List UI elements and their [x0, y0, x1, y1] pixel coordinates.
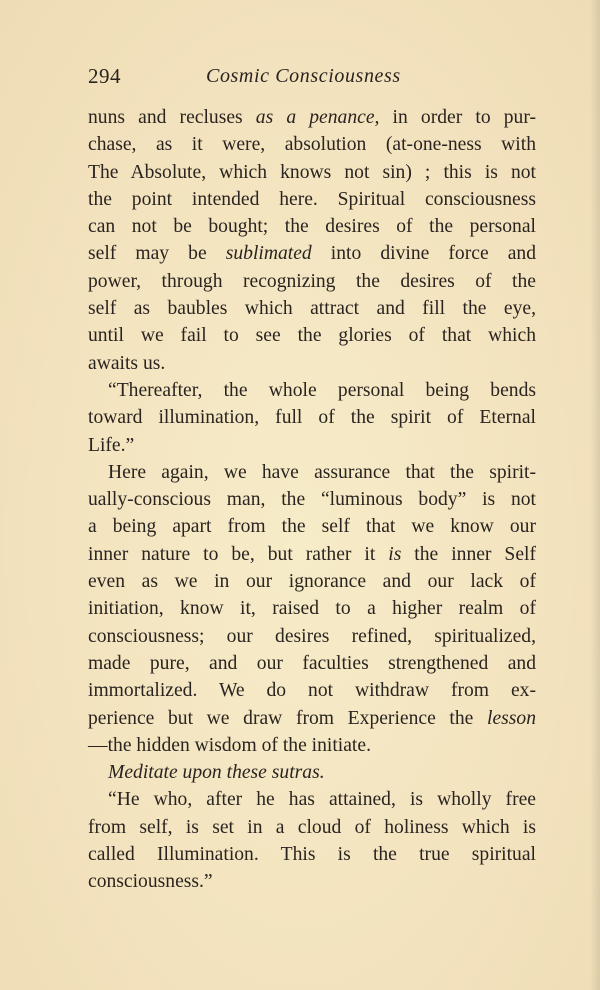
text-line: Here again, we have assurance that the spirit- — [108, 461, 536, 483]
text-line: Life.” — [88, 434, 135, 456]
text-line: from self, is set in a cloud of holiness which is — [88, 816, 536, 838]
running-head — [88, 62, 536, 90]
text-run: nuns and recluses — [88, 107, 256, 128]
text-line: —the hidden wisdom of the initiate. — [88, 734, 371, 756]
text-line: made pure, and our faculties strengthened and — [88, 652, 536, 674]
text-run: in order to pur- — [379, 107, 536, 128]
italic-run: is — [388, 543, 402, 565]
text-line: the point intended here. Spiritual consciousness — [88, 188, 536, 210]
text-line: power, through recognizing the desires of the — [88, 270, 536, 292]
text-line — [88, 104, 536, 131]
text-line — [88, 705, 536, 732]
body-text — [88, 104, 536, 896]
page-edge-shadow — [590, 0, 600, 990]
text-line: toward illumination, full of the spirit of Eternal — [88, 407, 536, 429]
text-line: even as we in our ignorance and our lack of — [88, 571, 536, 593]
italic-run: lesson — [487, 707, 536, 729]
page-number: 294 — [88, 64, 121, 88]
text-line: until we fail to see the glories of that which — [88, 325, 536, 347]
text-line: consciousness; our desires refined, spiritualized, — [88, 625, 536, 647]
text-line-italic — [88, 759, 536, 786]
text-line: a being apart from the self that we know our — [88, 516, 536, 538]
text-line: consciousness.” — [88, 871, 213, 893]
text-line: “He who, after he has attained, is wholly free — [108, 789, 536, 811]
text-line: awaits us. — [88, 352, 166, 374]
text-run: into divine force and — [311, 243, 536, 265]
text-run: inner nature to be, but rather it — [88, 543, 389, 565]
text-line: initiation, know it, raised to a higher realm of — [88, 598, 536, 620]
text-line: self as baubles which attract and fill the eye, — [88, 298, 536, 320]
text-run: self may be — [88, 243, 226, 265]
text-line: called Illumination. This is the true spiritual — [88, 844, 536, 866]
text-line: “Thereafter, the whole personal being bends — [108, 379, 536, 401]
text-line: ually-conscious man, the “luminous body” is not — [88, 489, 536, 511]
text-line — [88, 541, 536, 568]
text-line: immortalized. We do not withdraw from ex- — [88, 680, 536, 702]
text-line: can not be bought; the desires of the personal — [88, 216, 536, 238]
text-line: The Absolute, which knows not sin) ; this is not — [88, 161, 536, 183]
italic-run: as a penance, — [255, 107, 380, 128]
text-line: chase, as it were, absolution (at-one-ness with — [88, 134, 536, 156]
italic-run: sublimated — [225, 243, 312, 265]
text-run: the inner Self — [401, 543, 536, 565]
running-title: Cosmic Consciousness — [206, 65, 401, 87]
text-run: perience but we draw from Experience the — [88, 707, 488, 729]
italic-run: Meditate upon these sutras. — [108, 762, 325, 784]
text-line — [88, 240, 536, 267]
